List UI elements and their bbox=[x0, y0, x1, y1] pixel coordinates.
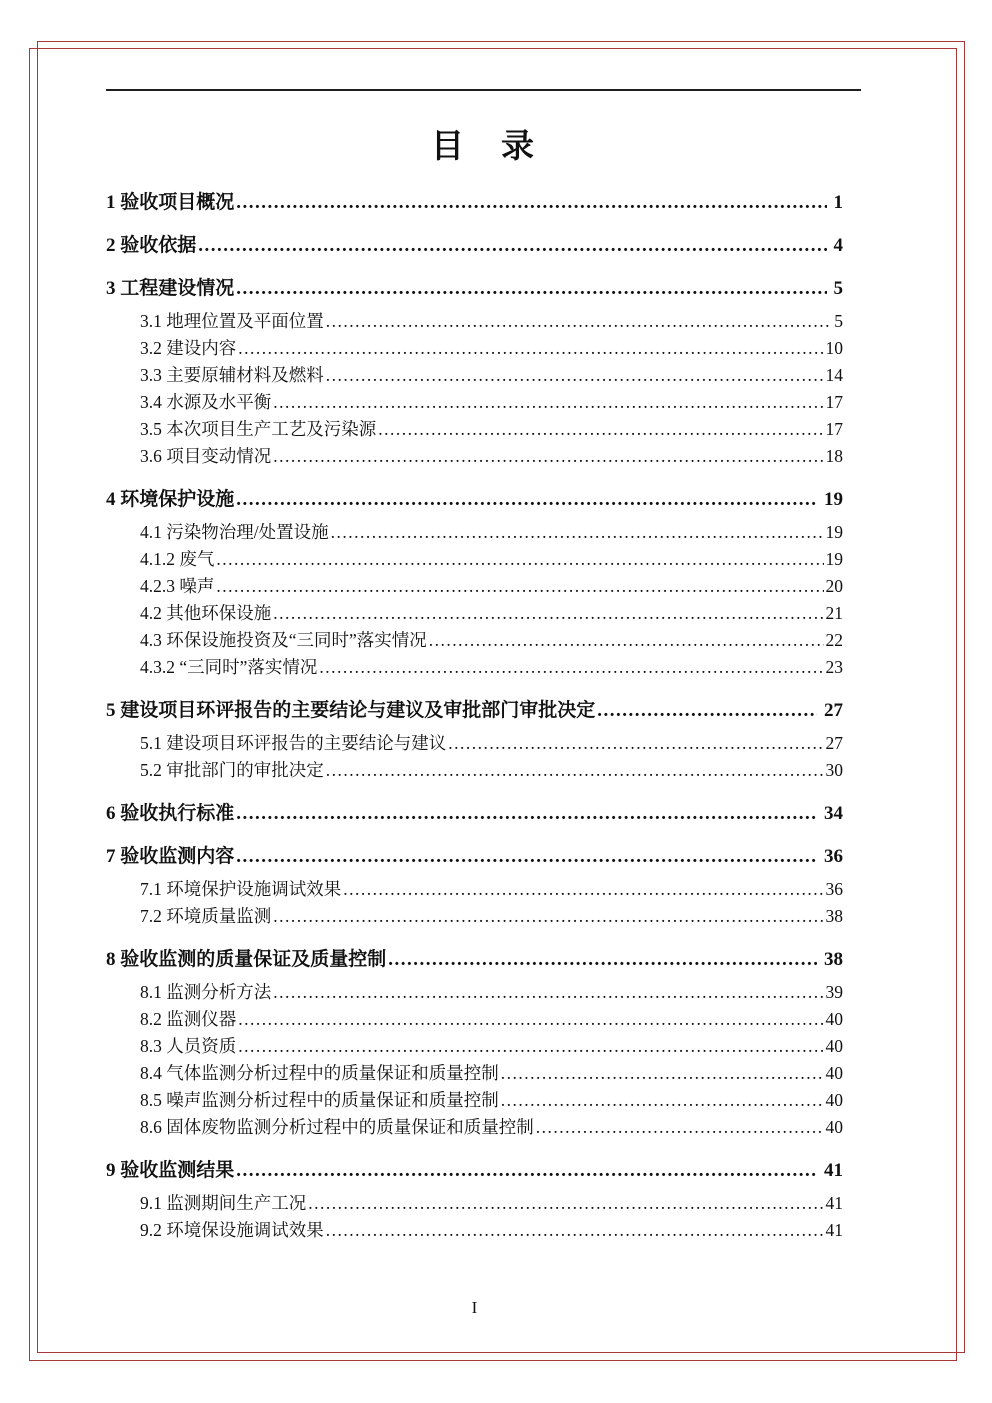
dot-leader bbox=[238, 335, 823, 362]
header-rule bbox=[106, 89, 861, 91]
dot-leader bbox=[273, 389, 823, 416]
toc-entry-label: 3.6 项目变动情况 bbox=[140, 446, 272, 466]
dot-leader bbox=[236, 1157, 817, 1184]
toc-entry-label: 8.4 气体监测分析过程中的质量保证和质量控制 bbox=[140, 1063, 499, 1083]
toc-entry-label: 7.2 环境质量监测 bbox=[140, 906, 272, 926]
toc-page-number: 14 bbox=[825, 365, 843, 385]
toc-entry-label: 7 验收监测内容 bbox=[106, 846, 235, 867]
toc-entry-label: 5.2 审批部门的审批决定 bbox=[140, 760, 324, 780]
toc-page-number: 1 bbox=[833, 192, 843, 213]
toc-entry-label: 9 验收监测结果 bbox=[106, 1160, 235, 1181]
toc-entry-label: 9.2 环境保设施调试效果 bbox=[140, 1220, 324, 1240]
dot-leader bbox=[388, 946, 817, 973]
toc-entry-label: 7.1 环境保护设施调试效果 bbox=[140, 879, 342, 899]
dot-leader bbox=[236, 189, 826, 216]
toc-page-number: 34 bbox=[824, 803, 843, 824]
toc-entry-label: 4.1.2 废气 bbox=[140, 549, 215, 569]
toc-entry-label: 4.2 其他环保设施 bbox=[140, 603, 272, 623]
toc-entry bbox=[106, 800, 843, 827]
toc-page-number: 41 bbox=[825, 1193, 843, 1213]
toc-page-number: 18 bbox=[825, 446, 843, 466]
toc-entry bbox=[106, 416, 843, 443]
toc-page-number: 19 bbox=[825, 549, 843, 569]
toc-entry-label: 2 验收依据 bbox=[106, 235, 197, 256]
toc-page-number: 27 bbox=[824, 700, 843, 721]
toc-entry-label: 8.2 监测仪器 bbox=[140, 1009, 237, 1029]
toc-entry-label: 5.1 建设项目环评报告的主要结论与建议 bbox=[140, 733, 447, 753]
toc-entry bbox=[106, 1087, 843, 1114]
dot-leader bbox=[273, 979, 823, 1006]
toc-page-number: 41 bbox=[825, 1220, 843, 1240]
toc-page-number: 30 bbox=[825, 760, 843, 780]
toc-page-number: 23 bbox=[825, 657, 843, 677]
toc-entry bbox=[106, 946, 843, 973]
toc-entry bbox=[106, 843, 843, 870]
toc-entry bbox=[106, 627, 843, 654]
toc-entry-label: 3.5 本次项目生产工艺及污染源 bbox=[140, 419, 377, 439]
dot-leader bbox=[343, 876, 823, 903]
toc-entry-label: 8.1 监测分析方法 bbox=[140, 982, 272, 1002]
toc-entry-label: 4.1 污染物治理/处置设施 bbox=[140, 522, 329, 542]
toc-entry bbox=[106, 979, 843, 1006]
dot-leader bbox=[326, 757, 824, 784]
toc-page-number: 27 bbox=[825, 733, 843, 753]
toc-entry-label: 3.3 主要原辅材料及燃料 bbox=[140, 365, 324, 385]
toc-page-number: 19 bbox=[825, 522, 843, 542]
toc-page-number: 40 bbox=[825, 1036, 843, 1056]
toc-entry bbox=[106, 1060, 843, 1087]
toc-entry bbox=[106, 1006, 843, 1033]
dot-leader bbox=[236, 800, 817, 827]
toc-page-number: 40 bbox=[825, 1117, 843, 1137]
toc-entry bbox=[106, 486, 843, 513]
dot-leader bbox=[238, 1033, 823, 1060]
dot-leader bbox=[273, 903, 823, 930]
toc-page-number: 4 bbox=[833, 235, 843, 256]
toc-page-number: 5 bbox=[833, 278, 843, 299]
toc-entry bbox=[106, 389, 843, 416]
toc-page-number: 36 bbox=[825, 879, 843, 899]
dot-leader bbox=[326, 362, 824, 389]
toc-entry-label: 4.3 环保设施投资及“三同时”落实情况 bbox=[140, 630, 427, 650]
toc-entry-label: 3 工程建设情况 bbox=[106, 278, 235, 299]
toc-page-number: 38 bbox=[824, 949, 843, 970]
toc-entry bbox=[106, 600, 843, 627]
toc-page-number: 17 bbox=[825, 392, 843, 412]
dot-leader bbox=[326, 308, 833, 335]
toc-entry bbox=[106, 730, 843, 757]
toc-entry-label: 1 验收项目概况 bbox=[106, 192, 235, 213]
toc-entry-label: 3.2 建设内容 bbox=[140, 338, 237, 358]
toc-entry-label: 8.6 固体废物监测分析过程中的质量保证和质量控制 bbox=[140, 1117, 534, 1137]
toc-entry bbox=[106, 573, 843, 600]
toc-page-number: 40 bbox=[825, 1009, 843, 1029]
toc-entry bbox=[106, 232, 843, 259]
toc-entry-label: 3.4 水源及水平衡 bbox=[140, 392, 272, 412]
toc-entry-label: 4.2.3 噪声 bbox=[140, 576, 215, 596]
dot-leader bbox=[216, 546, 823, 573]
toc-entry bbox=[106, 362, 843, 389]
toc-entry bbox=[106, 189, 843, 216]
dot-leader bbox=[501, 1087, 824, 1114]
toc-page-number: 5 bbox=[834, 311, 843, 331]
footer-page-number: I bbox=[471, 1298, 478, 1317]
dot-leader bbox=[501, 1060, 824, 1087]
page-content bbox=[106, 89, 861, 1244]
dot-leader bbox=[378, 416, 823, 443]
dot-leader bbox=[429, 627, 824, 654]
dot-leader bbox=[326, 1217, 824, 1244]
toc-entry bbox=[106, 1114, 843, 1141]
dot-leader bbox=[448, 730, 823, 757]
toc-entry bbox=[106, 275, 843, 302]
dot-leader bbox=[273, 443, 823, 470]
toc-entry bbox=[106, 697, 843, 724]
dot-leader bbox=[536, 1114, 824, 1141]
toc-entry-label: 8 验收监测的质量保证及质量控制 bbox=[106, 949, 387, 970]
toc-list bbox=[106, 173, 843, 1244]
toc-page-number: 19 bbox=[824, 489, 843, 510]
toc-page-number: 21 bbox=[825, 603, 843, 623]
toc-entry-label: 8.5 噪声监测分析过程中的质量保证和质量控制 bbox=[140, 1090, 499, 1110]
dot-leader bbox=[198, 232, 826, 259]
toc-entry bbox=[106, 876, 843, 903]
toc-page-number: 22 bbox=[825, 630, 843, 650]
toc-entry bbox=[106, 1190, 843, 1217]
toc-page-number: 38 bbox=[825, 906, 843, 926]
toc-entry bbox=[106, 1157, 843, 1184]
toc-page-number: 36 bbox=[824, 846, 843, 867]
dot-leader bbox=[597, 697, 817, 724]
toc-entry bbox=[106, 335, 843, 362]
toc-entry-label: 8.3 人员资质 bbox=[140, 1036, 237, 1056]
dot-leader bbox=[238, 1006, 823, 1033]
toc-entry bbox=[106, 903, 843, 930]
toc-entry-label: 9.1 监测期间生产工况 bbox=[140, 1193, 307, 1213]
toc-page-number: 39 bbox=[825, 982, 843, 1002]
dot-leader bbox=[236, 486, 817, 513]
toc-entry bbox=[106, 757, 843, 784]
toc-entry-label: 4.3.2 “三同时”落实情况 bbox=[140, 657, 318, 677]
toc-entry-label: 6 验收执行标准 bbox=[106, 803, 235, 824]
toc-title: 目 录 bbox=[431, 129, 536, 165]
toc-entry bbox=[106, 654, 843, 681]
toc-entry bbox=[106, 1217, 843, 1244]
toc-entry bbox=[106, 519, 843, 546]
toc-entry bbox=[106, 546, 843, 573]
dot-leader bbox=[319, 654, 823, 681]
toc-page-number: 41 bbox=[824, 1160, 843, 1181]
dot-leader bbox=[273, 600, 823, 627]
toc-entry bbox=[106, 308, 843, 335]
toc-entry bbox=[106, 1033, 843, 1060]
toc-page-number: 40 bbox=[825, 1090, 843, 1110]
dot-leader bbox=[216, 573, 823, 600]
dot-leader bbox=[331, 519, 824, 546]
toc-entry-label: 5 建设项目环评报告的主要结论与建议及审批部门审批决定 bbox=[106, 700, 596, 721]
dot-leader bbox=[308, 1190, 823, 1217]
dot-leader bbox=[236, 275, 826, 302]
toc-page-number: 40 bbox=[825, 1063, 843, 1083]
toc-page-number: 20 bbox=[825, 576, 843, 596]
toc-page-number: 17 bbox=[825, 419, 843, 439]
toc-entry-label: 4 环境保护设施 bbox=[106, 489, 235, 510]
dot-leader bbox=[236, 843, 817, 870]
toc-entry-label: 3.1 地理位置及平面位置 bbox=[140, 311, 324, 331]
toc-page-number: 10 bbox=[825, 338, 843, 358]
toc-entry bbox=[106, 443, 843, 470]
